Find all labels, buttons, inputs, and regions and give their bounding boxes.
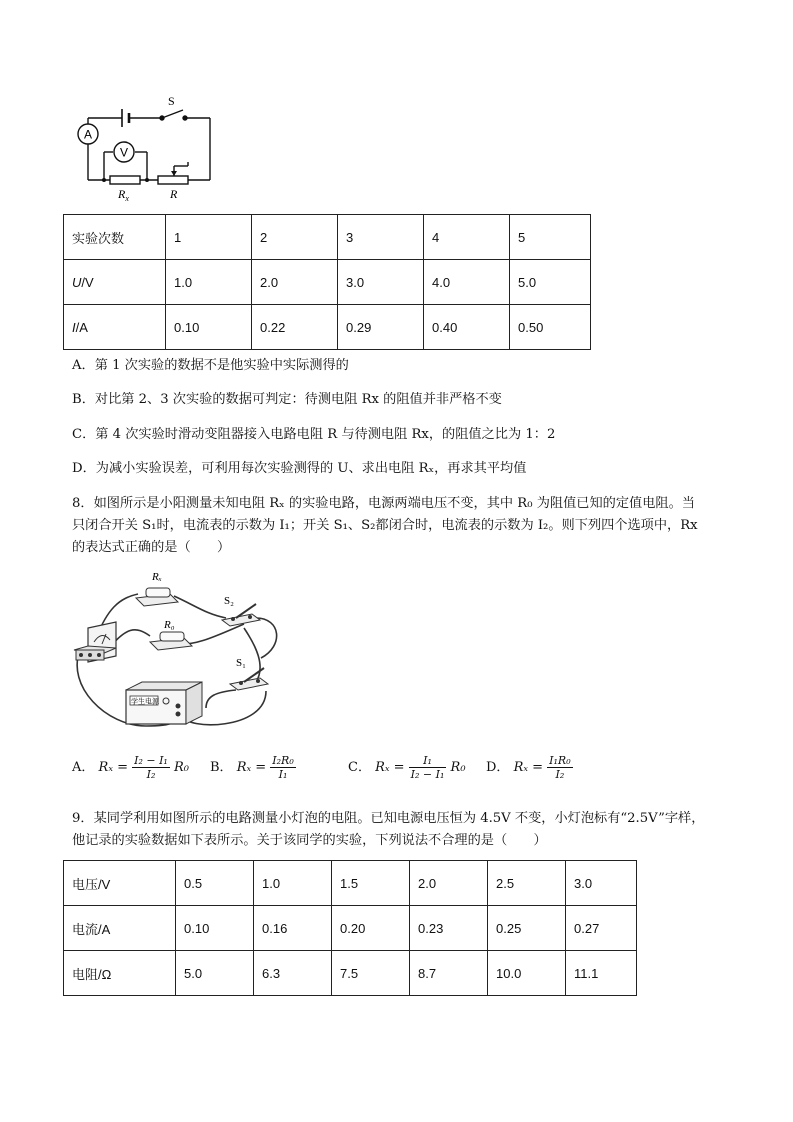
q8-text-line1: 8．如图所示是小阳测量未知电阻 Rₓ 的实验电路，电源两端电压不变，其中 R₀ 为阻值已知的定值电阻。当 [72, 496, 695, 511]
table-cell: 2.0 [410, 861, 488, 906]
row-label: 电流/A [64, 906, 176, 951]
q8-option-d [486, 754, 573, 781]
rx-symbol: Rₓ = [513, 760, 544, 775]
option-label: B． [210, 760, 233, 775]
ammeter-label: A [83, 127, 93, 142]
table-cell: 2.5 [488, 861, 566, 906]
switch-s1-device [230, 668, 268, 690]
table-cell: 0.10 [176, 906, 254, 951]
numerator: I₁ [409, 754, 447, 768]
fraction [547, 754, 572, 781]
switch-s2-device [222, 604, 260, 626]
denominator: I₂ [555, 768, 565, 781]
q8-text-line3: 的表达式正确的是（ ） [72, 540, 231, 555]
table-cell: 1.0 [254, 861, 332, 906]
voltmeter-label: V [119, 145, 129, 160]
table-cell: 3.0 [566, 861, 637, 906]
unit-v: /V [81, 274, 94, 290]
fig-s1-label: S₁ [236, 657, 246, 669]
table-cell: 0.29 [338, 305, 424, 350]
table-cell: 5.0 [510, 260, 591, 305]
fig-s2-label: S₂ [224, 595, 234, 607]
q9-text-line1: 9．某同学利用如图所示的电路测量小灯泡的电阻。已知电源电压恒为 4.5V 不变，小灯泡标有“2.5V”字样， [72, 811, 705, 826]
table-header-cell: 3 [338, 215, 424, 260]
option-label: A． [72, 760, 95, 775]
table-cell: 0.27 [566, 906, 637, 951]
r0-resistor-device [150, 632, 192, 650]
q8-option-a [72, 754, 189, 781]
rx-resistor-device [136, 588, 178, 606]
table-cell: 7.5 [332, 951, 410, 996]
table-cell: 0.22 [252, 305, 338, 350]
table-cell: 1.0 [166, 260, 252, 305]
table-header-cell: 5 [510, 215, 591, 260]
table-row [64, 861, 637, 906]
numerator: I₁R₀ [549, 754, 571, 767]
table-cell: 0.50 [510, 305, 591, 350]
table-row [64, 215, 591, 260]
row-label: 电压/V [64, 861, 176, 906]
q8-option-c [348, 754, 466, 781]
table-cell: 1.5 [332, 861, 410, 906]
table-cell: 11.1 [566, 951, 637, 996]
table-cell: 10.0 [488, 951, 566, 996]
var-u: U [72, 274, 82, 290]
rx-symbol: Rₓ = [98, 760, 128, 775]
rx-symbol: Rₓ = [236, 760, 267, 775]
q8-option-b [210, 754, 296, 781]
table-cell: 5.0 [176, 951, 254, 996]
q9-text-line2: 他记录的实验数据如下表所示。关于该同学的实验，下列说法不合理的是（ ） [72, 833, 547, 848]
power-supply-label: 学生电源 [131, 697, 159, 706]
table-cell: 8.7 [410, 951, 488, 996]
row-label: 电阻/Ω [64, 951, 176, 996]
physical-circuit-figure [66, 566, 291, 736]
q8-text-line2: 只闭合开关 S₁时，电流表的示数为 I₁；开关 S₁、S₂都闭合时，电流表的示数为 I₂。则下列四个选项中，Rx [72, 518, 698, 533]
q7-option-b: B．对比第 2、3 次实验的数据可判定：待测电阻 Rx 的阻值并非严格不变 [72, 392, 502, 407]
switch-label: S [168, 94, 175, 108]
option-label: C． [348, 760, 371, 775]
denominator: I₂ − I₁ [410, 768, 445, 781]
table-cell: 3.0 [338, 260, 424, 305]
fig-r0-label: R₀ [164, 619, 175, 631]
table-header-cell: 实验次数 [64, 215, 166, 260]
q7-option-c: C．第 4 次实验时滑动变阻器接入电路电阻 R 与待测电阻 Rx，的阻值之比为 1：2 [72, 427, 556, 442]
unit-a: /A [75, 319, 88, 335]
var-i: I [72, 319, 76, 335]
table-cell: 0.40 [424, 305, 510, 350]
rx-symbol: Rₓ = [375, 760, 405, 775]
row-label-voltage [64, 260, 166, 305]
rx-label: R [118, 187, 126, 201]
table-header-cell: 2 [252, 215, 338, 260]
table-row [64, 951, 637, 996]
rx-subscript: x [125, 194, 129, 202]
table-cell: 0.20 [332, 906, 410, 951]
table-row [64, 906, 637, 951]
fraction [409, 754, 447, 781]
denominator: I₁ [278, 768, 288, 781]
r0-symbol: R₀ [450, 760, 466, 775]
q7-option-d: D．为减小实验误差，可利用每次实验测得的 U、求出电阻 Rₓ，再求其平均值 [72, 461, 527, 476]
circuit-diagram-figure [70, 90, 220, 202]
table-lamp-data [63, 860, 637, 996]
table-header-cell: 1 [166, 215, 252, 260]
r0-symbol: R₀ [173, 760, 189, 775]
table-cell: 2.0 [252, 260, 338, 305]
table-experiment-data [63, 214, 591, 350]
table-cell: 0.16 [254, 906, 332, 951]
table-row [64, 260, 591, 305]
q7-option-a: A．第 1 次实验的数据不是他实验中实际测得的 [72, 358, 349, 373]
fig-rx-label: Rₓ [152, 571, 162, 583]
numerator: I₂R₀ [272, 754, 294, 767]
table-cell: 0.5 [176, 861, 254, 906]
table-cell: 0.25 [488, 906, 566, 951]
table-cell: 4.0 [424, 260, 510, 305]
denominator: I₂ [146, 768, 156, 781]
r-label: R [170, 187, 178, 201]
row-label-current [64, 305, 166, 350]
table-row [64, 305, 591, 350]
fraction [270, 754, 295, 781]
table-header-cell: 4 [424, 215, 510, 260]
table-cell: 0.23 [410, 906, 488, 951]
numerator: I₂ − I₁ [134, 754, 168, 767]
ammeter-device [74, 622, 116, 662]
fraction [132, 754, 170, 781]
option-label: D． [486, 760, 510, 775]
table-cell: 0.10 [166, 305, 252, 350]
table-cell: 6.3 [254, 951, 332, 996]
svg-text:Rx [117, 187, 129, 202]
